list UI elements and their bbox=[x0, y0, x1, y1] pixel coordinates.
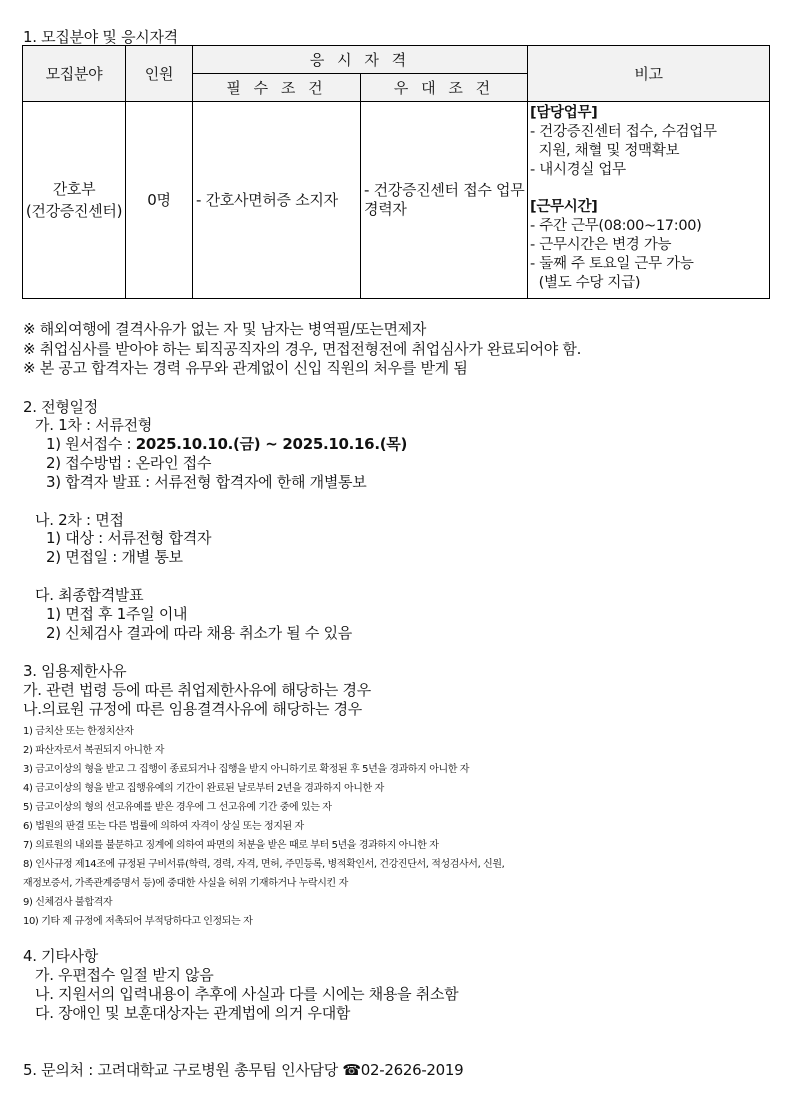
stage1-item bbox=[46, 433, 407, 454]
stage1-title: 가. 1차 : 서류전형 bbox=[35, 416, 153, 434]
restriction-item: 3) 금고이상의 형을 받고 그 집행이 종료되거나 집행을 받지 아니하기로 확정된 후 5년을 경과하지 아니한 자 bbox=[23, 764, 470, 775]
notice-line: ※ 해외여행에 결격사유가 없는 자 및 남자는 병역필/또는면제자 bbox=[23, 320, 427, 338]
header-preferred: 우 대 조 건 bbox=[361, 74, 528, 102]
cell-required: - 간호사면허증 소지자 bbox=[193, 102, 361, 299]
cell-remarks bbox=[528, 102, 770, 299]
hours-line: - 근무시간은 변경 가능 bbox=[530, 237, 672, 253]
header-qualification: 응 시 자 격 bbox=[193, 46, 528, 74]
contact-phone: 02-2626-2019 bbox=[360, 1061, 464, 1079]
duty-line: - 건강증진센터 접수, 수검업무 bbox=[530, 124, 717, 140]
duty-line: 지원, 채혈 및 정맥확보 bbox=[530, 143, 680, 159]
stage1-item-label: 1) 원서접수 : bbox=[46, 435, 136, 453]
cell-field: 간호부 (건강증진센터) bbox=[23, 102, 126, 299]
phone-icon: ☎ bbox=[342, 1061, 361, 1079]
restriction-item: 9) 신체검사 불합격자 bbox=[23, 897, 113, 908]
other-item: 나. 지원서의 입력내용이 추후에 사실과 다를 시에는 채용을 취소함 bbox=[35, 985, 459, 1003]
table-header-row bbox=[23, 46, 770, 74]
stage3-title: 다. 최종합격발표 bbox=[35, 586, 144, 604]
hours-line: - 주간 근무(08:00~17:00) bbox=[530, 218, 702, 234]
duties-title: [담당업무] bbox=[530, 105, 598, 121]
notice-line: ※ 본 공고 합격자는 경력 유무와 관계없이 신입 직원의 처우를 받게 됨 bbox=[23, 359, 468, 377]
hours-line: (별도 수당 지급) bbox=[530, 275, 641, 291]
restriction-item: 6) 법원의 판결 또는 다른 법률에 의하여 자격이 상실 또는 정지된 자 bbox=[23, 821, 304, 832]
header-count: 인원 bbox=[126, 46, 193, 102]
recruitment-table bbox=[22, 45, 770, 299]
notice-line: ※ 취업심사를 받아야 하는 퇴직공직자의 경우, 면접전형전에 취업심사가 완료되어야 함. bbox=[23, 340, 582, 358]
restriction-item: 8) 인사규정 제14조에 규정된 구비서류(학력, 경력, 자격, 면허, 주민등록, 병적확인서, 건강진단서, 적성검사서, 신원, bbox=[23, 859, 505, 870]
contact-text: 5. 문의처 : 고려대학교 구로병원 총무팀 인사담당 bbox=[23, 1061, 343, 1079]
header-field: 모집분야 bbox=[23, 46, 126, 102]
stage2-item: 1) 대상 : 서류전형 합격자 bbox=[46, 529, 212, 547]
cell-count: 0명 bbox=[126, 102, 193, 299]
table-row bbox=[23, 102, 770, 299]
restriction-item: 4) 금고이상의 형을 받고 집행유예의 기간이 완료된 날로부터 2년을 경과하지 아니한 자 bbox=[23, 783, 384, 794]
section1-title: 1. 모집분야 및 응시자격 bbox=[23, 28, 178, 46]
restriction-item: 10) 기타 제 규정에 저촉되어 부적당하다고 인정되는 자 bbox=[23, 916, 253, 927]
stage2-title: 나. 2차 : 면접 bbox=[35, 511, 124, 529]
header-required: 필 수 조 건 bbox=[193, 74, 361, 102]
hours-line: - 둘째 주 토요일 근무 가능 bbox=[530, 256, 694, 272]
section3-title: 3. 임용제한사유 bbox=[23, 662, 127, 680]
stage1-item: 2) 접수방법 : 온라인 접수 bbox=[46, 454, 212, 472]
restriction-item: 2) 파산자로서 복권되지 아니한 자 bbox=[23, 745, 164, 756]
stage1-item: 3) 합격자 발표 : 서류전형 합격자에 한해 개별통보 bbox=[46, 473, 367, 491]
stage3-item: 1) 면접 후 1주일 이내 bbox=[46, 605, 188, 623]
stage3-item: 2) 신체검사 결과에 따라 채용 취소가 될 수 있음 bbox=[46, 624, 352, 642]
contact-line bbox=[23, 1059, 463, 1080]
other-item: 가. 우편접수 일절 받지 않음 bbox=[35, 966, 214, 984]
header-remarks: 비고 bbox=[528, 46, 770, 102]
restriction-line: 가. 관련 법령 등에 따른 취업제한사유에 해당하는 경우 bbox=[23, 681, 371, 699]
stage2-item: 2) 면접일 : 개별 통보 bbox=[46, 548, 183, 566]
duty-line: - 내시경실 업무 bbox=[530, 162, 626, 178]
hours-title: [근무시간] bbox=[530, 199, 598, 215]
restriction-item: 7) 의료원의 내외를 불문하고 징계에 의하여 파면의 처분을 받은 때로 부터 5년을 경과하지 아니한 자 bbox=[23, 840, 439, 851]
restriction-item: 1) 금치산 또는 한정치산자 bbox=[23, 726, 134, 737]
restriction-line: 나.의료원 규정에 따른 임용결격사유에 해당하는 경우 bbox=[23, 700, 362, 718]
section2-title: 2. 전형일정 bbox=[23, 398, 98, 416]
restriction-item: 5) 금고이상의 형의 선고유예를 받은 경우에 그 선고유예 기간 중에 있는 자 bbox=[23, 802, 332, 813]
section4-title: 4. 기타사항 bbox=[23, 947, 98, 965]
other-item: 다. 장애인 및 보훈대상자는 관계법에 의거 우대함 bbox=[35, 1004, 351, 1022]
application-dates: 2025.10.10.(금) ~ 2025.10.16.(목) bbox=[135, 435, 408, 453]
restriction-item: 재정보증서, 가족관계증명서 등)에 중대한 사실을 허위 기재하거나 누락시킨 자 bbox=[23, 878, 348, 889]
cell-preferred: - 건강증진센터 접수 업무 경력자 bbox=[361, 102, 528, 299]
